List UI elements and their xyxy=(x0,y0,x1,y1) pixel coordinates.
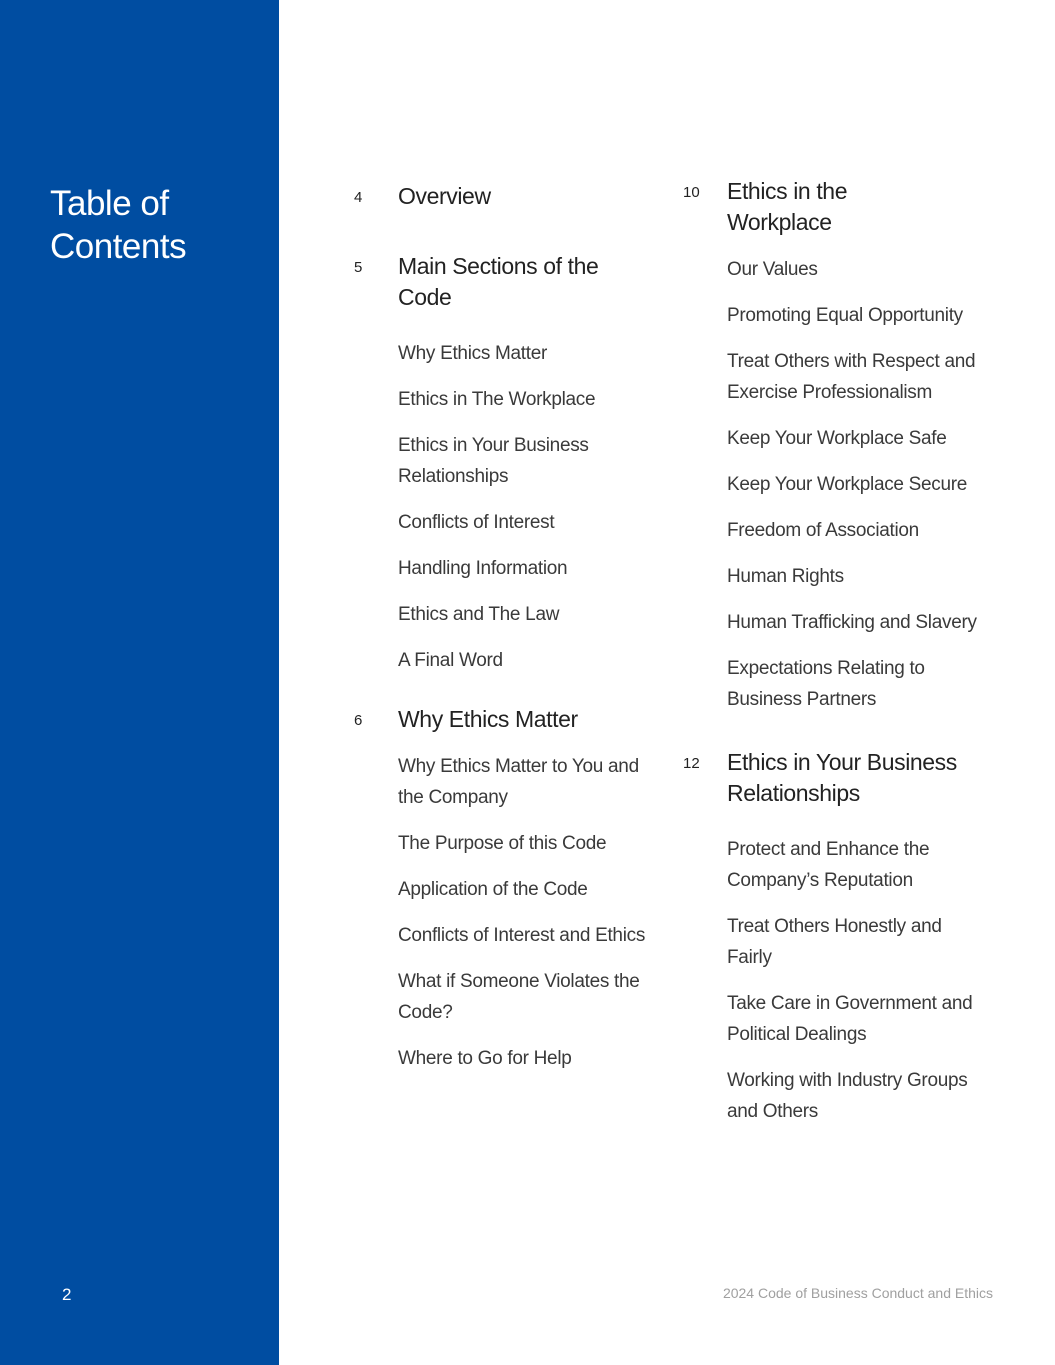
toc-item[interactable]: Human Trafficking and Slavery xyxy=(727,612,977,633)
toc-item[interactable]: Why Ethics Matter to You and the Company xyxy=(398,756,639,808)
section-items xyxy=(398,338,638,676)
toc-item[interactable]: Handling Information xyxy=(398,558,568,579)
toc-item[interactable]: Our Values xyxy=(727,259,818,280)
toc-item[interactable]: Conflicts of Interest xyxy=(398,512,555,533)
toc-section-overview[interactable] xyxy=(354,181,664,251)
toc-section-ethics-in-workplace[interactable] xyxy=(683,176,1013,715)
section-title[interactable]: Ethics in the Workplace xyxy=(727,178,848,235)
toc-item[interactable]: Ethics and The Law xyxy=(398,604,560,625)
section-page-number: 5 xyxy=(354,259,363,276)
section-page-number: 6 xyxy=(354,712,363,729)
toc-section-main-sections[interactable] xyxy=(354,251,664,676)
section-title[interactable]: Ethics in Your Business Relationships xyxy=(727,749,957,806)
toc-item[interactable]: Keep Your Workplace Safe xyxy=(727,428,947,449)
toc-item[interactable]: Expectations Relating to Business Partners xyxy=(727,658,925,710)
section-page-number: 10 xyxy=(683,184,700,201)
sidebar xyxy=(0,0,279,1365)
toc-column-right xyxy=(683,176,1013,1127)
toc-item[interactable]: Protect and Enhance the Company’s Reputation xyxy=(727,839,930,891)
toc-item[interactable]: A Final Word xyxy=(398,650,503,671)
section-items xyxy=(727,254,997,715)
toc-item[interactable]: Treat Others with Respect and Exercise Professionalism xyxy=(727,351,976,403)
toc-item[interactable]: Ethics in The Workplace xyxy=(398,389,596,410)
toc-heading-line2: Contents xyxy=(50,227,187,266)
section-items xyxy=(727,834,987,1127)
toc-item[interactable]: Take Care in Government and Political Dealings xyxy=(727,993,973,1045)
section-page-number: 4 xyxy=(354,189,363,206)
toc-heading xyxy=(50,182,186,268)
toc-item[interactable]: Ethics in Your Business Relationships xyxy=(398,435,589,487)
toc-item[interactable]: The Purpose of this Code xyxy=(398,833,607,854)
toc-section-business-relationships[interactable] xyxy=(683,747,1013,1127)
toc-section-why-ethics-matter[interactable] xyxy=(354,704,664,1074)
toc-column-left xyxy=(354,181,664,1074)
toc-item[interactable]: Where to Go for Help xyxy=(398,1048,572,1069)
toc-heading-line1: Table of xyxy=(50,184,169,223)
toc-item[interactable]: Conflicts of Interest and Ethics xyxy=(398,925,646,946)
toc-item[interactable]: What if Someone Violates the Code? xyxy=(398,971,640,1023)
section-items xyxy=(398,751,658,1074)
section-title[interactable]: Main Sections of the Code xyxy=(398,253,599,310)
toc-item[interactable]: Why Ethics Matter xyxy=(398,343,548,364)
toc-item[interactable]: Working with Industry Groups and Others xyxy=(727,1070,968,1122)
section-page-number: 12 xyxy=(683,755,700,772)
toc-item[interactable]: Application of the Code xyxy=(398,879,588,900)
toc-item[interactable]: Promoting Equal Opportunity xyxy=(727,305,963,326)
section-title[interactable]: Why Ethics Matter xyxy=(398,706,578,732)
section-title[interactable]: Overview xyxy=(398,183,491,209)
toc-item[interactable]: Human Rights xyxy=(727,566,844,587)
document-footer-title: 2024 Code of Business Conduct and Ethics xyxy=(722,1285,993,1301)
page-number: 2 xyxy=(62,1285,72,1304)
toc-item[interactable]: Keep Your Workplace Secure xyxy=(727,474,968,495)
toc-item[interactable]: Treat Others Honestly and Fairly xyxy=(727,916,942,968)
toc-item[interactable]: Freedom of Association xyxy=(727,520,919,541)
